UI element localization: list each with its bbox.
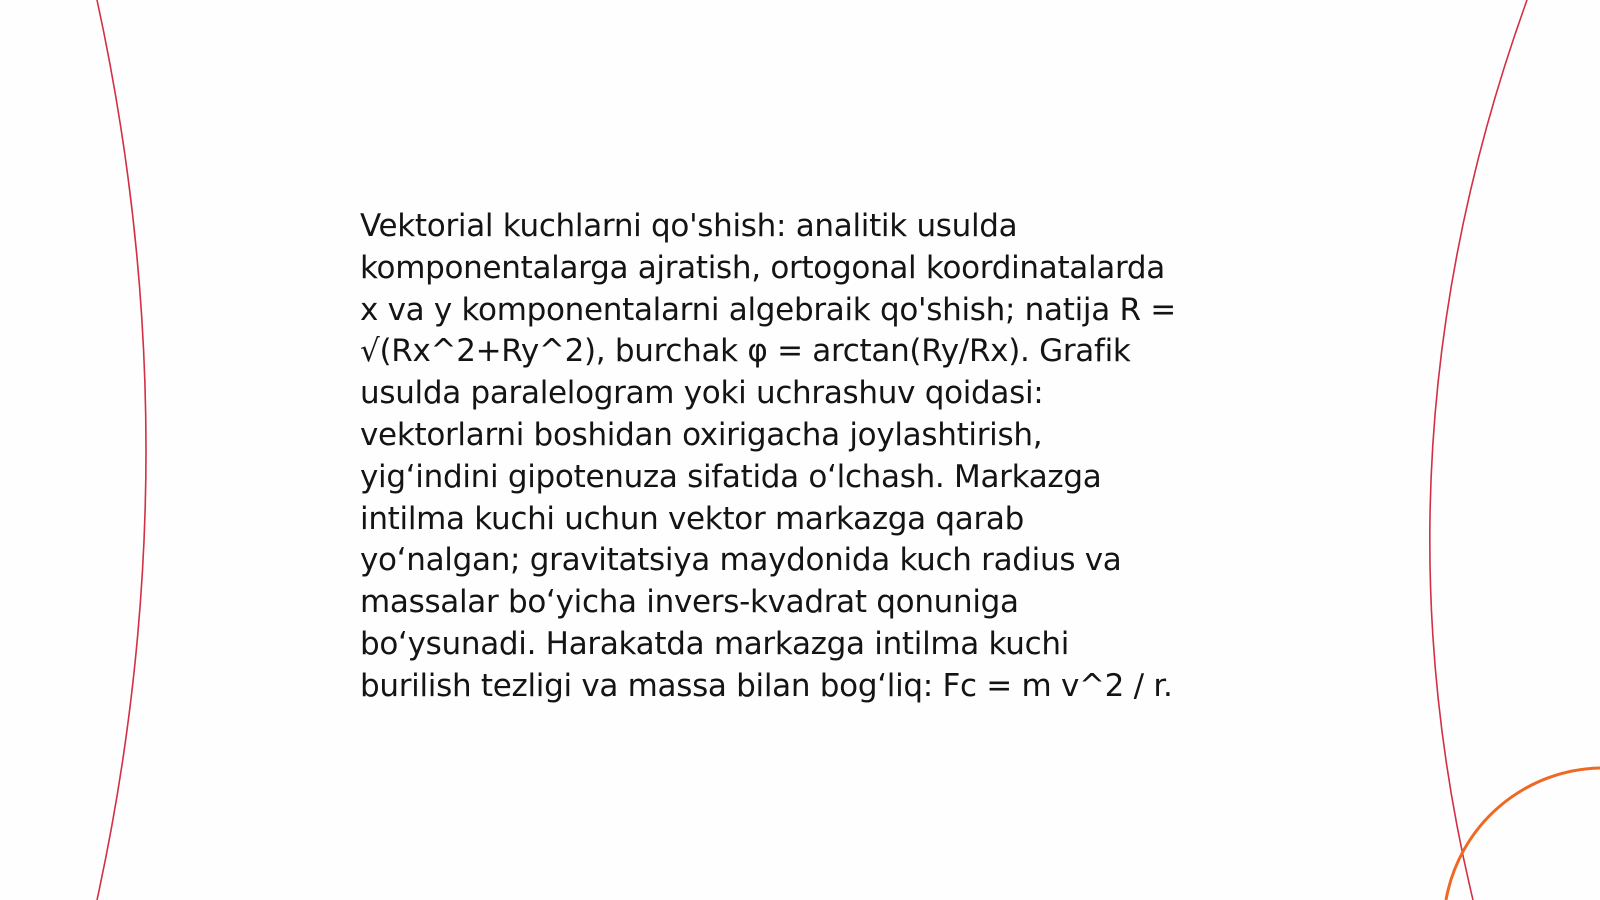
left-curve bbox=[97, 0, 146, 900]
body-text bbox=[360, 206, 1240, 708]
text-line: komponentalarga ajratish, ortogonal koordinatalarda bbox=[360, 249, 1165, 286]
text-line: yo‘nalgan; gravitatsiya maydonida kuch radius va bbox=[360, 542, 1122, 579]
text-line: √(Rx^2+Ry^2), burchak φ = arctan(Ry/Rx). Grafik bbox=[360, 333, 1131, 370]
text-line: vektorlarni boshidan oxirigacha joylashtirish, bbox=[360, 416, 1043, 453]
text-line: Vektorial kuchlarni qo'shish: analitik usulda bbox=[360, 208, 1018, 244]
text-line: massalar bo‘yicha invers-kvadrat qonuniga bbox=[360, 584, 1019, 621]
text-line: yig‘indini gipotenuza sifatida o‘lchash. Markazga bbox=[360, 458, 1102, 495]
text-line: burilish tezligi va massa bilan bog‘liq: Fc = m v^2 / r. bbox=[360, 667, 1173, 704]
text-line: usulda paralelogram yoki uchrashuv qoidasi: bbox=[360, 375, 1044, 412]
text-line: x va y komponentalarni algebraik qo'shish; natija R = bbox=[360, 291, 1176, 328]
text-line: intilma kuchi uchun vektor markazga qarab bbox=[360, 500, 1025, 537]
right-curve bbox=[1430, 0, 1527, 900]
text-line: bo‘ysunadi. Harakatda markazga intilma kuchi bbox=[360, 625, 1070, 662]
